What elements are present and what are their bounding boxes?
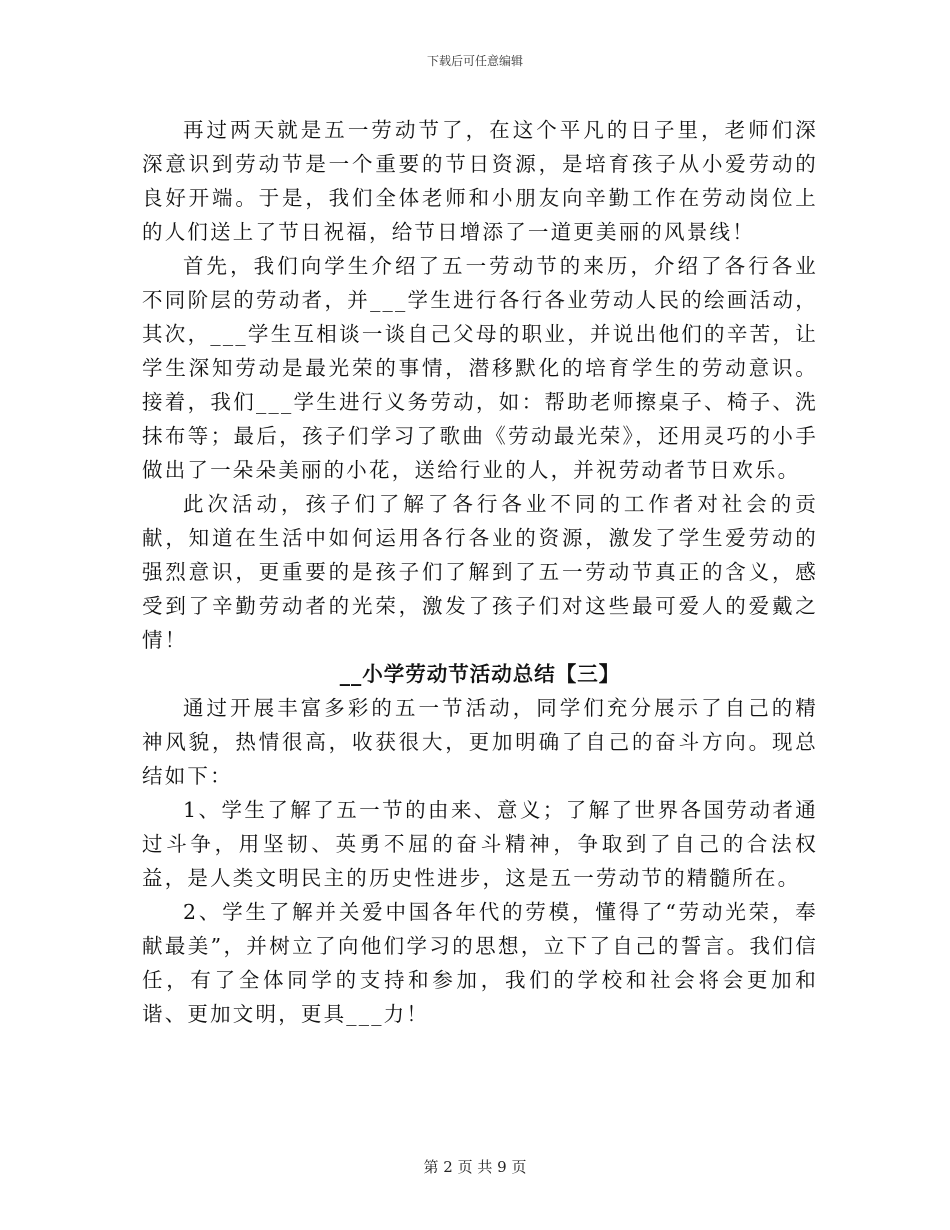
paragraph-5: 1、学生了解了五一节的由来、意义；了解了世界各国劳动者通过斗争，用坚韧、英勇不屈的奋斗精神，争取到了自己的合法权益，是人类文明民主的历史性进步，这是五一劳动节的精髓所在。 xyxy=(142,798,818,890)
document-body xyxy=(142,113,818,1031)
paragraph-6: 2、学生了解并关爱中国各年代的劳模，懂得了“劳动光荣，奉献最美”，并树立了向他们学习的思想，立下了自己的誓言。我们信任，有了全体同学的支持和参加，我们的学校和社会将会更加和谐、更加文明，更具___力！ xyxy=(142,900,818,1026)
page-number: 第 2 页 共 9 页 xyxy=(423,1158,527,1176)
paragraph-4: 通过开展丰富多彩的五一节活动，同学们充分展示了自己的精神风貌，热情很高，收获很大，更加明确了自己的奋斗方向。现总结如下： xyxy=(142,696,818,788)
paragraph-3: 此次活动，孩子们了解了各行各业不同的工作者对社会的贡献，知道在生活中如何运用各行各业的资源，激发了学生爱劳动的强烈意识，更重要的是孩子们了解到了五一劳动节真正的含义，感受到了辛勤劳动者的光荣，激发了孩子们对这些最可爱人的爱戴之情！ xyxy=(142,492,818,652)
paragraph-1: 再过两天就是五一劳动节了，在这个平凡的日子里，老师们深深意识到劳动节是一个重要的节日资源，是培育孩子从小爱劳动的良好开端。于是，我们全体老师和小朋友向辛勤工作在劳动岗位上的人们送上了节日祝福，给节日增添了一道更美丽的风景线！ xyxy=(142,118,818,244)
section-title: __小学劳动节活动总结【三】 xyxy=(339,662,621,686)
paragraph-2: 首先，我们向学生介绍了五一劳动节的来历，介绍了各行各业不同阶层的劳动者，并___学生进行各行各业劳动人民的绘画活动，其次，___学生互相谈一谈自己父母的职业，并说出他们的辛苦，让学生深知劳动是最光荣的事情，潜移默化的培育学生的劳动意识。接着，我们___学生进行义务劳动，如：帮助老师擦桌子、椅子、洗抹布等；最后，孩子们学习了歌曲《劳动最光荣》，还用灵巧的小手做出了一朵朵美丽的小花，送给行业的人，并祝劳动者节日欢乐。 xyxy=(142,254,818,482)
page-header: 下载后可任意编辑 xyxy=(426,54,523,68)
